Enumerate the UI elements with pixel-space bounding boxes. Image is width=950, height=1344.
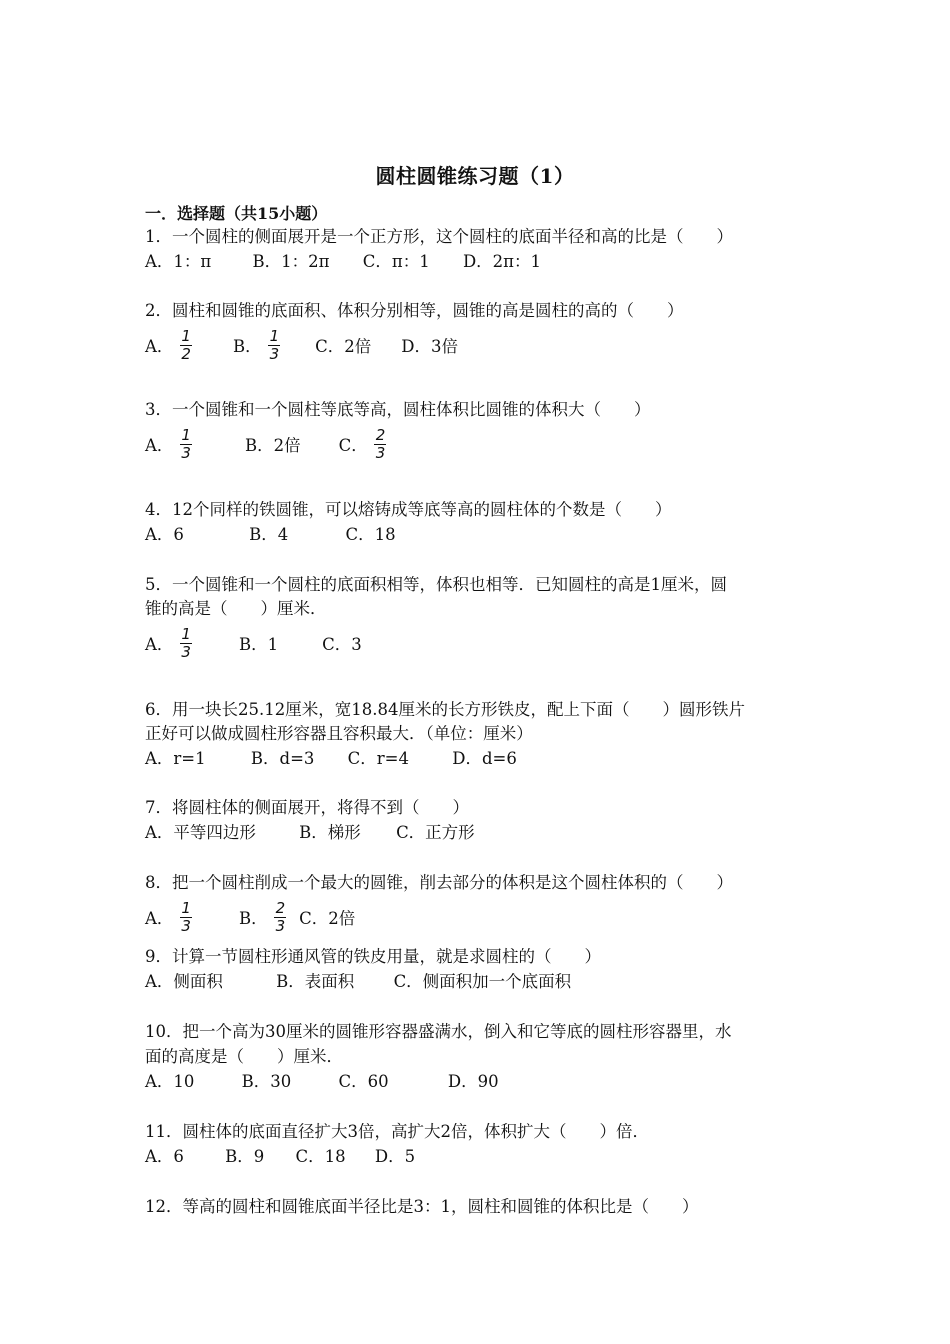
fraction-numerator: 1 (181, 425, 191, 444)
question-9-text: 9．计算一节圆柱形通风管的铁皮用量，就是求圆柱的（ ） (145, 947, 601, 966)
option-a: A．平等四边形 (145, 823, 256, 842)
option-a: A．6 (145, 1147, 184, 1166)
option-a: A．侧面积 (145, 972, 223, 991)
fraction (374, 427, 388, 462)
fraction-denominator: 3 (375, 443, 386, 462)
option-c: C．π：1 (362, 252, 430, 271)
option-c: C．正方形 (396, 823, 475, 842)
option-b: B．表面积 (276, 972, 355, 991)
question-6-text-line-2: 正好可以做成圆柱形容器且容积最大．（单位：厘米） (145, 724, 533, 743)
question-3-options (145, 424, 387, 464)
option-b: B．梯形 (299, 823, 361, 842)
fraction-denominator: 3 (275, 916, 286, 935)
question-3-text: 3．一个圆锥和一个圆柱等底等高，圆柱体积比圆锥的体积大（ ） (145, 400, 651, 419)
option-b: B．1 (238, 635, 279, 654)
question-11-text: 11．圆柱体的底面直径扩大3倍，高扩大2倍，体积扩大（ ）倍． (145, 1122, 649, 1141)
option-label: A． (145, 337, 174, 356)
page-title: 圆柱圆锥练习题（1） (375, 164, 575, 188)
option-label: A． (145, 436, 174, 455)
option-d: D．5 (374, 1147, 416, 1166)
question-1-options (145, 251, 541, 273)
option-b (239, 900, 287, 935)
question-2-options (145, 325, 458, 365)
question-5-options (145, 623, 362, 663)
option-a: A．6 (145, 525, 184, 544)
question-2-text: 2．圆柱和圆锥的底面积、体积分别相等，圆锥的高是圆柱的高的（ ） (145, 301, 684, 320)
question-10-options (145, 1071, 499, 1093)
option-d: D．90 (447, 1072, 499, 1091)
option-b: B．9 (225, 1147, 265, 1166)
option-b: B．4 (249, 525, 289, 544)
fraction-numerator: 1 (181, 624, 191, 643)
option-b: B．1：2π (252, 252, 330, 271)
option-a: A．r=1 (145, 749, 206, 768)
question-9-options (145, 971, 571, 993)
question-4-text: 4．12个同样的铁圆锥，可以熔铸成等底等高的圆柱体的个数是（ ） (145, 500, 672, 519)
fraction-numerator: 1 (269, 326, 280, 345)
fraction-numerator: 2 (275, 898, 286, 917)
option-c: C．3 (322, 635, 362, 654)
question-7-options (145, 822, 475, 844)
question-7-text: 7．将圆柱体的侧面展开，将得不到（ ） (145, 798, 469, 817)
option-a (145, 900, 193, 935)
option-c: C．侧面积加一个底面积 (393, 972, 572, 991)
question-12-text: 12．等高的圆柱和圆锥底面半径比是3：1，圆柱和圆锥的体积比是（ ） (145, 1197, 699, 1216)
fraction-numerator: 2 (375, 425, 386, 444)
option-label: B． (238, 909, 268, 928)
option-b: B．d=3 (250, 749, 315, 768)
option-label: A． (145, 909, 174, 928)
option-c: C．2倍 (315, 337, 372, 356)
fraction (179, 427, 193, 462)
option-a (145, 626, 193, 661)
question-11-options (145, 1146, 415, 1168)
question-8-text: 8．把一个圆柱削成一个最大的圆锥，削去部分的体积是这个圆柱体积的（ ） (145, 873, 733, 892)
option-a (145, 328, 193, 363)
question-10-text-line-1: 10．把一个高为30厘米的圆锥形容器盛满水，倒入和它等底的圆柱形容器里，水 (145, 1022, 732, 1041)
option-d: D．3倍 (401, 337, 459, 356)
option-a (145, 427, 193, 462)
option-d: D．2π：1 (462, 252, 542, 271)
option-c: C．60 (338, 1072, 389, 1091)
option-c (339, 427, 388, 462)
option-c: C．18 (345, 525, 396, 544)
fraction (274, 900, 288, 935)
question-6-options (145, 748, 517, 770)
fraction (179, 626, 193, 661)
option-c: C．2倍 (299, 909, 356, 928)
option-a: A．10 (145, 1072, 195, 1091)
fraction-denominator: 3 (181, 916, 191, 935)
option-label: B． (232, 337, 262, 356)
fraction-denominator: 3 (181, 642, 191, 661)
fraction (268, 328, 282, 363)
question-4-options (145, 524, 396, 546)
fraction-numerator: 1 (181, 326, 191, 345)
question-1-text: 1．一个圆柱的侧面展开是一个正方形，这个圆柱的底面半径和高的比是（ ） (145, 227, 733, 246)
option-c: C．r=4 (347, 749, 409, 768)
option-a: A．1：π (145, 252, 212, 271)
option-c: C．18 (295, 1147, 346, 1166)
fraction (179, 900, 193, 935)
fraction-numerator: 1 (181, 898, 191, 917)
fraction (179, 328, 193, 363)
option-d: D．d=6 (452, 749, 517, 768)
question-6-text-line-1: 6．用一块长25.12厘米，宽18.84厘米的长方形铁皮，配上下面（ ）圆形铁片 (145, 700, 745, 719)
fraction-denominator: 3 (181, 443, 191, 462)
question-10-text-line-2: 面的高度是（ ）厘米． (145, 1047, 343, 1066)
question-5-text-line-2: 锥的高是（ ）厘米． (145, 599, 327, 618)
option-b (233, 328, 281, 363)
question-8-options (145, 897, 355, 937)
fraction-denominator: 3 (269, 344, 280, 363)
section-heading: 一．选择题（共15小题） (145, 204, 328, 223)
option-label: C． (338, 436, 368, 455)
option-b: B．2倍 (244, 436, 301, 455)
question-5-text-line-1: 5．一个圆锥和一个圆柱的底面积相等，体积也相等．已知圆柱的高是1厘米，圆 (145, 575, 727, 594)
option-b: B．30 (241, 1072, 292, 1091)
fraction-denominator: 2 (181, 344, 191, 363)
option-label: A． (145, 635, 174, 654)
